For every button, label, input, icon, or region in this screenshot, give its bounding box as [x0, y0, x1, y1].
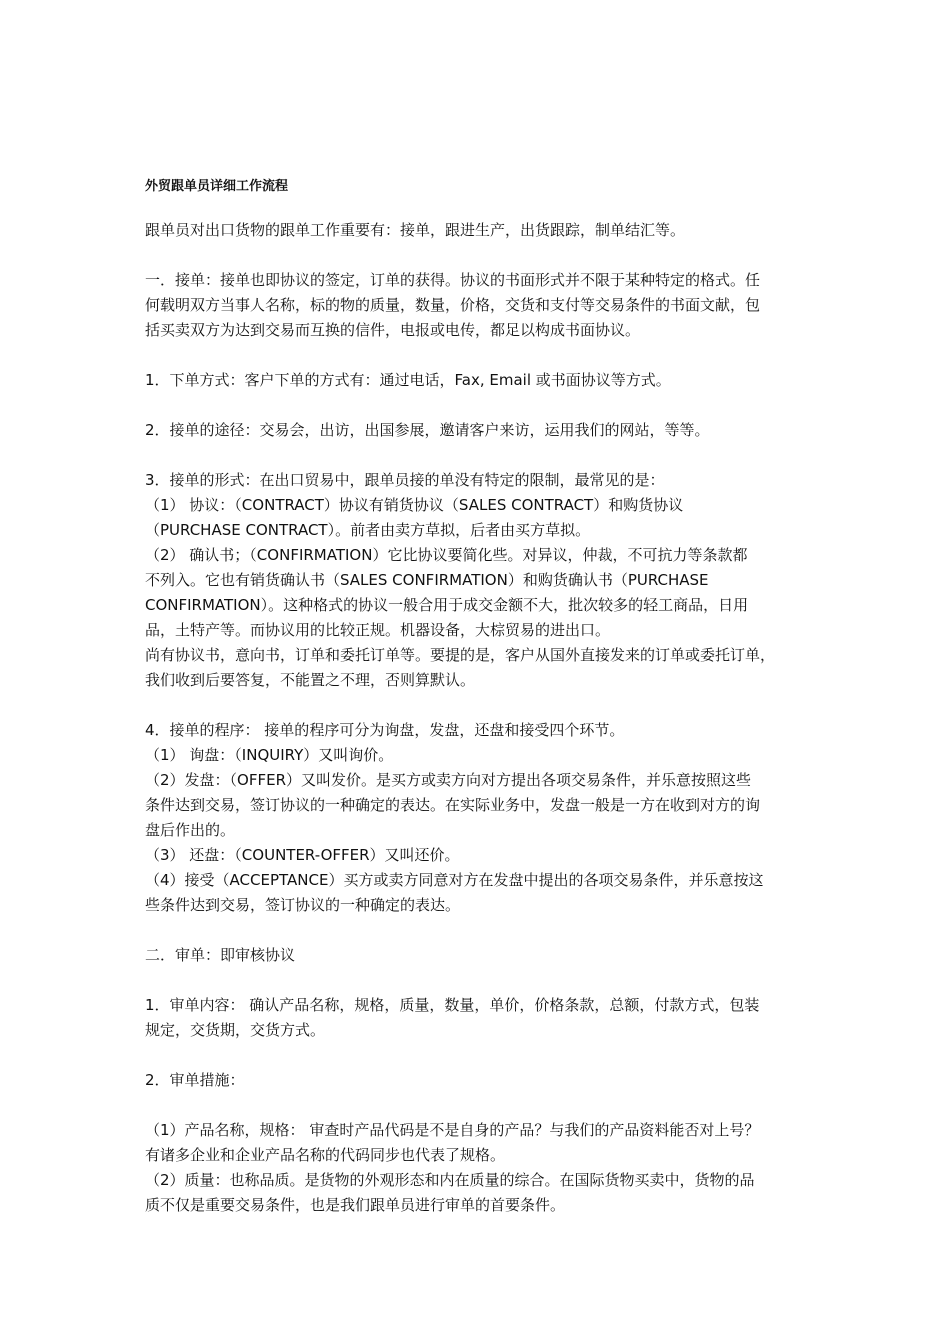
paragraph [145, 1118, 810, 1218]
text-line: 何载明双方当事人名称，标的物的质量，数量，价格，交货和支付等交易条件的书面文献，包 [145, 296, 761, 314]
text-line: 一．接单：接单也即协议的签定，订单的获得。协议的书面形式并不限于某种特定的格式。任 [145, 271, 761, 289]
text-line: （2）发盘：（OFFER）又叫发价。是买方或卖方向对方提出各项交易条件，并乐意按照这些 [145, 771, 752, 789]
text-line: 1．审单内容： 确认产品名称，规格，质量，数量，单价，价格条款，总额，付款方式，包装 [145, 996, 760, 1014]
paragraph [145, 368, 810, 393]
text-line: 些条件达到交易，签订协议的一种确定的表达。 [145, 896, 461, 914]
text-line: （1） 协议：（CONTRACT）协议有销货协议（SALES CONTRACT）和购货协议 [145, 496, 684, 514]
text-line: 跟单员对出口货物的跟单工作重要有：接单，跟进生产，出货跟踪，制单结汇等。 [145, 221, 686, 239]
paragraph [145, 268, 810, 343]
text-line: 1．下单方式：客户下单的方式有：通过电话，Fax, Email 或书面协议等方式。 [145, 371, 671, 389]
text-line: （4）接受（ACCEPTANCE）买方或卖方同意对方在发盘中提出的各项交易条件，并乐意按这 [145, 871, 764, 889]
text-line: 有诸多企业和企业产品名称的代码同步也代表了规格。 [145, 1146, 506, 1164]
paragraph [145, 718, 810, 918]
text-line: 3．接单的形式：在出口贸易中，跟单员接的单没有特定的限制，最常见的是： [145, 471, 665, 489]
paragraph [145, 418, 810, 443]
text-line: （2） 确认书；（CONFIRMATION）它比协议要简化些。对异议，仲裁，不可抗力等条款都 [145, 546, 748, 564]
paragraph [145, 993, 810, 1043]
text-line: 2．审单措施： [145, 1071, 245, 1089]
text-line: （PURCHASE CONTRACT）。前者由卖方草拟，后者由买方草拟。 [145, 521, 591, 539]
text-line: （1） 询盘：（INQUIRY）又叫询价。 [145, 746, 394, 764]
paragraph [145, 943, 810, 968]
text-line: 不列入。它也有销货确认书（SALES CONFIRMATION）和购货确认书（PURCHASE [145, 571, 709, 589]
text-line: 括买卖双方为达到交易而互换的信件，电报或电传，都足以构成书面协议。 [145, 321, 641, 339]
text-line: 品，土特产等。而协议用的比较正规。机器设备，大棕贸易的进出口。 [145, 621, 611, 639]
text-line: 规定，交货期，交货方式。 [145, 1021, 326, 1039]
text-line: 二．审单：即审核协议 [145, 946, 296, 964]
text-line: 条件达到交易，签订协议的一种确定的表达。在实际业务中，发盘一般是一方在收到对方的询 [145, 796, 761, 814]
text-line: 尚有协议书，意向书，订单和委托订单等。要提的是，客户从国外直接发来的订单或委托订单， [145, 646, 776, 664]
text-line: CONFIRMATION）。这种格式的协议一般合用于成交金额不大，批次较多的轻工商品，日用 [145, 596, 749, 614]
text-line: 4．接单的程序： 接单的程序可分为询盘，发盘，还盘和接受四个环节。 [145, 721, 625, 739]
text-line: （1）产品名称，规格： 审查时产品代码是不是自身的产品？与我们的产品资料能否对上号？ [145, 1121, 760, 1139]
paragraph [145, 218, 810, 243]
text-line: 我们收到后要答复，不能置之不理，否则算默认。 [145, 671, 476, 689]
text-line: （2）质量：也称品质。是货物的外观形态和内在质量的综合。在国际货物买卖中，货物的品 [145, 1171, 755, 1189]
paragraph [145, 1068, 810, 1093]
document-title: 外贸跟单员详细工作流程 [145, 179, 289, 194]
paragraph [145, 468, 810, 693]
text-line: 2．接单的途径：交易会，出访，出国参展，邀请客户来访，运用我们的网站，等等。 [145, 421, 710, 439]
text-line: （3） 还盘：（COUNTER-OFFER）又叫还价。 [145, 846, 460, 864]
text-line: 盘后作出的。 [145, 821, 236, 839]
paragraph-list [145, 218, 810, 1218]
text-line: 质不仅是重要交易条件，也是我们跟单员进行审单的首要条件。 [145, 1196, 566, 1214]
document-body [145, 176, 810, 1243]
